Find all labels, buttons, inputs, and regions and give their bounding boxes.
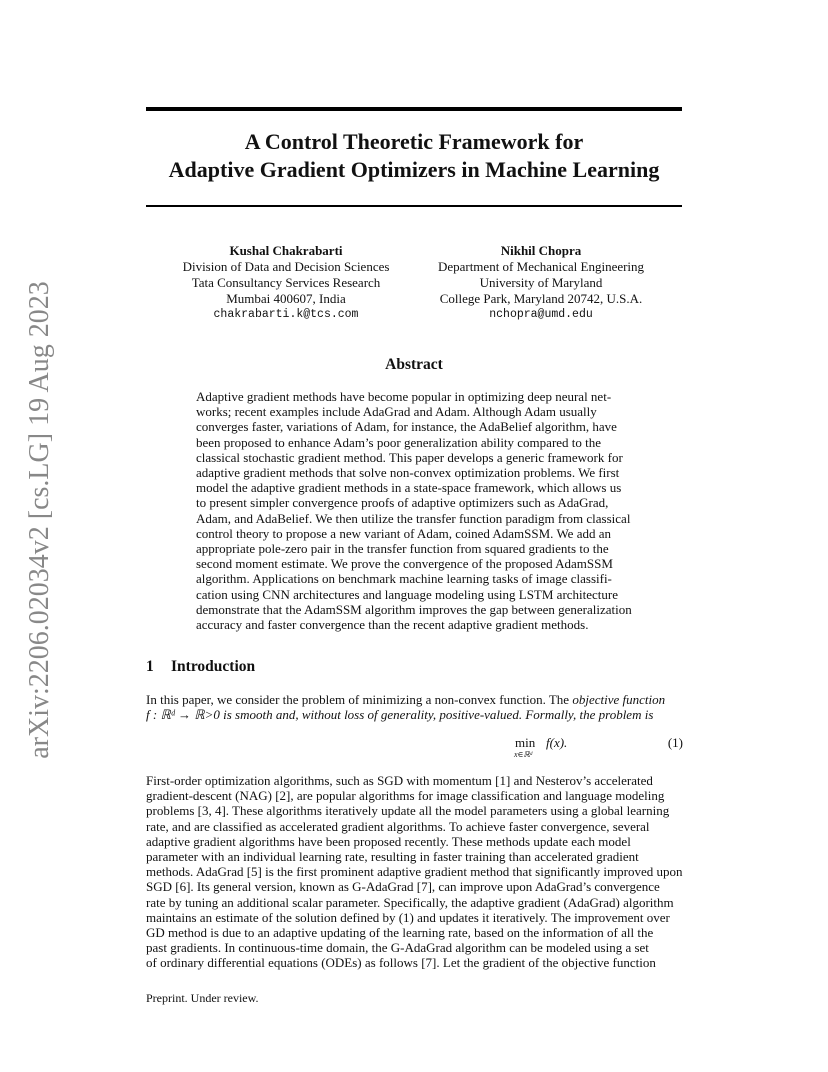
author-affiliation: Department of Mechanical Engineering [437, 259, 645, 274]
section-title: Introduction [171, 658, 256, 675]
text-line: past gradients. In continuous-time domain, the G-AdaGrad algorithm can be modeled using a set [146, 940, 649, 956]
author-name: Nikhil Chopra [500, 243, 582, 258]
section-heading [146, 658, 255, 676]
author-name: Kushal Chakrabarti [229, 243, 343, 258]
text-line: rate, and are classified as accelerated gradient algorithms. To achieve faster convergence, several [146, 818, 650, 834]
equation-expression: f(x). [546, 735, 568, 750]
author-affiliation: Tata Consultancy Services Research [191, 275, 381, 290]
abstract-line: works; recent examples include AdaGrad and Adam. Although Adam usually [196, 404, 597, 420]
abstract-line: Adam, and AdaBelief. We then utilize the transfer function paradigm from classical [196, 510, 631, 526]
author-email[interactable]: nchopra@umd.edu [489, 308, 593, 321]
title-rule-bottom [146, 205, 682, 207]
abstract-line: to present simpler convergence proofs of adaptive optimizers such as AdaGrad, [196, 495, 609, 511]
emphasis-text: objective function [572, 692, 666, 707]
author-block [176, 243, 396, 323]
text-line: First-order optimization algorithms, such as SGD with momentum [1] and Nesterov’s accelerated [146, 773, 653, 788]
abstract-heading: Abstract [385, 356, 443, 373]
equation-number: (1) [667, 735, 683, 750]
text-line: In this paper, we consider the problem of minimizing a non-convex function. The [146, 692, 573, 707]
author-affiliation: Mumbai 400607, India [226, 291, 346, 306]
equation-operator: min [515, 735, 536, 750]
abstract-line: Adaptive gradient methods have become popular in optimizing deep neural net- [196, 389, 612, 404]
text-line: f : ℝᵈ → ℝ>0 is smooth and, without loss of generality, positive-valued. Formally, the problem is [146, 707, 654, 723]
abstract-line: appropriate pole-zero pair in the transfer function from squared gradients to the [196, 541, 609, 557]
title-line: A Control Theoretic Framework for [244, 129, 584, 154]
text-line: adaptive gradient algorithms have been proposed recently. These methods update each model [146, 833, 631, 849]
arxiv-stamp: arXiv:2206.02034v2 [cs.LG] 19 Aug 2023 [24, 281, 55, 759]
abstract-body [196, 389, 633, 632]
footer-note: Preprint. Under review. [146, 991, 259, 1005]
text-line: methods. AdaGrad [5] is the first prominent adaptive gradient method that significantly improved upon [146, 864, 683, 880]
title-line: Adaptive Gradient Optimizers in Machine Learning [168, 157, 660, 182]
text-line: gradient-descent (NAG) [2], are popular algorithms for image classification and language modeling [146, 788, 665, 804]
abstract-line: accuracy and faster convergence than the recent adaptive gradient methods. [196, 617, 589, 633]
text-line: rate by tuning an additional scalar parameter. Specifically, the adaptive gradient (AdaGrad) algorithm [146, 894, 674, 910]
abstract-line: second moment estimate. We prove the convergence of the proposed AdamSSM [196, 556, 613, 572]
author-block [426, 243, 656, 323]
text-line: parameter with an individual learning rate, resulting in faster training than accelerated gradient [146, 849, 639, 865]
abstract-line: converges faster, variations of Adam, for instance, the AdaBelief algorithm, have [196, 419, 617, 435]
author-affiliation: University of Maryland [479, 275, 603, 290]
intro-paragraph-2 [146, 773, 683, 971]
text-line: problems [3, 4]. These algorithms iteratively update all the model parameters using a global learning [146, 803, 670, 819]
title-rule-top [146, 107, 682, 111]
equation-subscript: x∈ℝᵈ [514, 750, 533, 759]
equation-1 [146, 733, 683, 763]
section-number: 1 [146, 658, 154, 675]
intro-paragraph-1 [146, 692, 683, 722]
abstract-line: cation using CNN architectures and language modeling using LSTM architecture [196, 586, 619, 602]
author-email[interactable]: chakrabarti.k@tcs.com [213, 308, 359, 321]
abstract-line: demonstrate that the AdamSSM algorithm improves the gap between generalization [196, 601, 632, 617]
abstract-line: model the adaptive gradient methods in a state-space framework, which allows us [196, 480, 622, 496]
text-line: GD method is due to an adaptive updating of the learning rate, based on the information of all the [146, 925, 654, 941]
abstract-line: algorithm. Applications on benchmark machine learning tasks of image classifi- [196, 571, 612, 587]
text-line: of ordinary differential equations (ODEs) as follows [7]. Let the gradient of the objective function [146, 955, 656, 971]
author-affiliation: College Park, Maryland 20742, U.S.A. [439, 291, 643, 306]
abstract-line: control theory to propose a new variant of Adam, coined AdamSSM. We add an [196, 525, 611, 541]
paper-title [146, 128, 682, 184]
abstract-line: been proposed to enhance Adam’s poor generalization ability compared to the [196, 434, 602, 450]
author-affiliation: Division of Data and Decision Sciences [182, 259, 390, 274]
text-line: maintains an estimate of the solution defined by (1) and updates it iteratively. The improvement over [146, 909, 670, 925]
text-line: SGD [6]. Its general version, known as G-AdaGrad [7], can improve upon AdaGrad’s convergence [146, 879, 660, 895]
abstract-line: classical stochastic gradient method. This paper develops a generic framework for [196, 449, 623, 465]
abstract-line: adaptive gradient methods that solve non-convex optimization problems. We first [196, 465, 620, 481]
